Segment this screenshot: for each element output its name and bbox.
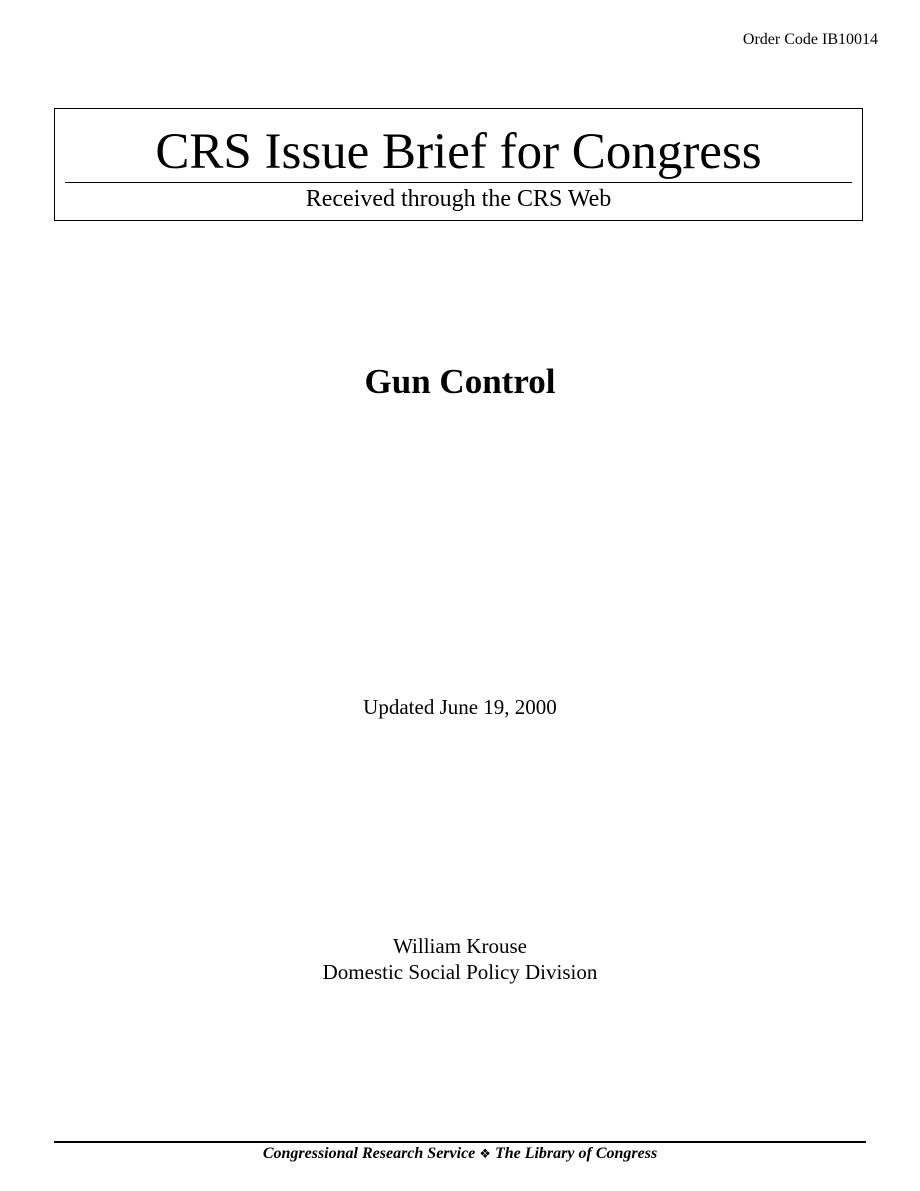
footer-publisher: Congressional Research Service — [262, 1145, 476, 1162]
header-divider — [65, 182, 852, 183]
footer — [0, 1143, 920, 1166]
header-subtitle: Received through the CRS Web — [305, 186, 612, 212]
diamond-ornament-icon: ❖ — [479, 1147, 491, 1162]
order-code: Order Code IB10014 — [742, 31, 878, 48]
footer-library: The Library of Congress — [494, 1145, 658, 1162]
author-division: Domestic Social Policy Division — [322, 960, 598, 984]
document-title: Gun Control — [364, 362, 556, 401]
header-title: CRS Issue Brief for Congress — [155, 124, 762, 180]
author-name: William Krouse — [393, 934, 527, 958]
updated-date: Updated June 19, 2000 — [363, 695, 557, 719]
report-header-box — [54, 108, 863, 221]
